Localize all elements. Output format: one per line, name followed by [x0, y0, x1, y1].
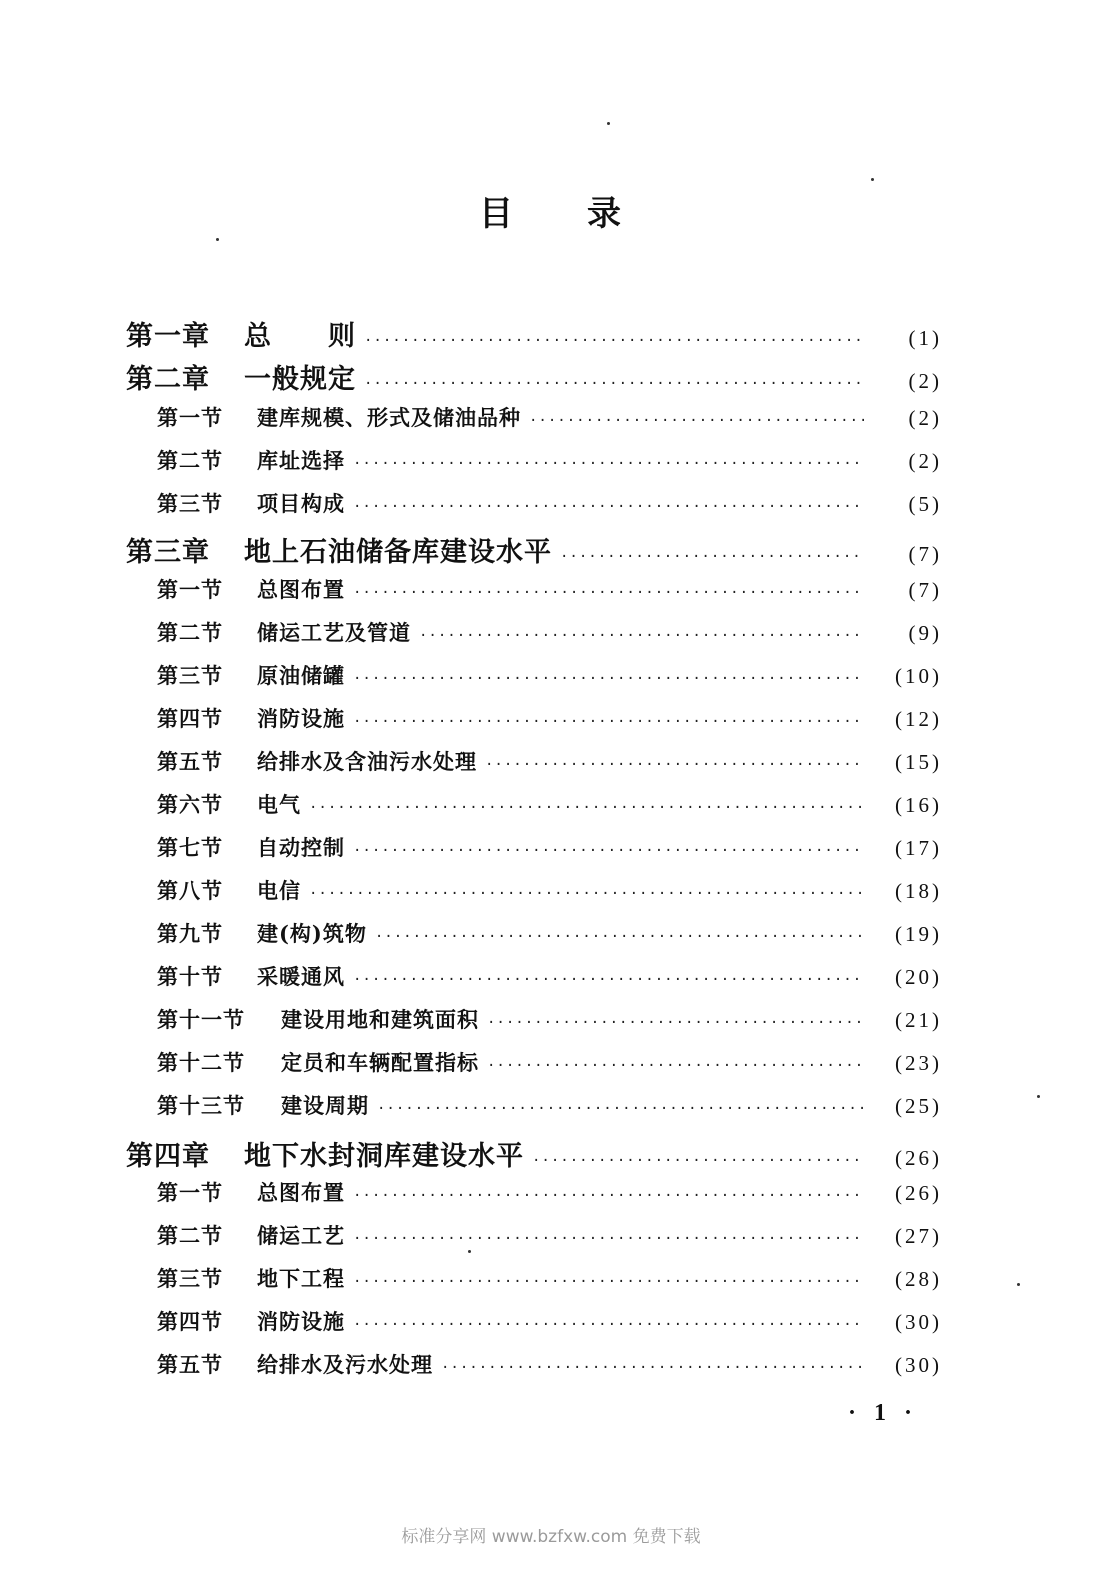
toc-section-entry — [157, 660, 942, 690]
toc-section-entry — [157, 402, 942, 432]
toc-leader-dots — [309, 886, 864, 902]
scan-speck — [216, 238, 219, 241]
toc-leader-dots — [364, 333, 864, 349]
toc-leader-dots — [353, 714, 864, 730]
toc-entry-number: 第四节 — [157, 706, 223, 731]
toc-section-entry — [157, 1047, 942, 1077]
toc-section-entry — [157, 1090, 942, 1120]
toc-entry-label: 项目构成 — [257, 491, 345, 516]
toc-entry-number: 第二节 — [157, 448, 223, 473]
toc-section-entry — [157, 789, 942, 819]
toc-leader-dots — [353, 972, 864, 988]
toc-leader-dots — [419, 628, 864, 644]
toc-entry-label: 总图布置 — [257, 577, 345, 602]
toc-entry-page: (21) — [895, 1008, 942, 1032]
toc-entry-label: 建设用地和建筑面积 — [281, 1007, 479, 1032]
toc-leader-dots — [529, 413, 864, 429]
toc-entry-number: 第三章 — [126, 537, 210, 568]
toc-chapter-entry — [126, 530, 942, 569]
toc-entry-page: (7) — [908, 578, 942, 602]
toc-entry-page: (15) — [895, 750, 942, 774]
toc-section-entry — [157, 746, 942, 776]
toc-leader-dots — [353, 843, 864, 859]
toc-section-entry — [157, 703, 942, 733]
toc-entry-page: (17) — [895, 836, 942, 860]
toc-chapter-entry — [126, 1134, 942, 1173]
toc-entry-label: 一般规定 — [244, 364, 356, 395]
toc-entry-page: (30) — [895, 1353, 942, 1377]
toc-section-entry — [157, 445, 942, 475]
toc-entry-page: (26) — [895, 1146, 942, 1170]
toc-leader-dots — [309, 800, 864, 816]
toc-section-entry — [157, 1349, 942, 1379]
toc-leader-dots — [353, 499, 864, 515]
toc-entry-label: 地下工程 — [257, 1266, 345, 1291]
toc-entry-label: 电信 — [257, 878, 301, 903]
toc-entry-number: 第三节 — [157, 491, 223, 516]
scan-speck — [468, 1250, 471, 1253]
toc-leader-dots — [487, 1058, 864, 1074]
toc-entry-page: (23) — [895, 1051, 942, 1075]
toc-entry-label: 电气 — [257, 792, 301, 817]
toc-entry-page: (30) — [895, 1310, 942, 1334]
toc-chapter-entry — [126, 314, 942, 353]
toc-leader-dots — [364, 376, 864, 392]
toc-entry-number: 第三节 — [157, 1266, 223, 1291]
toc-entry-page: (16) — [895, 793, 942, 817]
toc-entry-page: (10) — [895, 664, 942, 688]
toc-entry-number: 第二节 — [157, 620, 223, 645]
toc-entry-label: 总图布置 — [257, 1180, 345, 1205]
toc-entry-label: 储运工艺 — [257, 1223, 345, 1248]
scan-speck — [1017, 1283, 1020, 1286]
toc-leader-dots — [353, 1231, 864, 1247]
toc-leader-dots — [353, 1188, 864, 1204]
toc-entry-page: (27) — [895, 1224, 942, 1248]
toc-section-entry — [157, 617, 942, 647]
toc-entry-label: 原油储罐 — [257, 663, 345, 688]
toc-leader-dots — [353, 671, 864, 687]
toc-entry-number: 第五节 — [157, 749, 223, 774]
toc-entry-number: 第十二节 — [157, 1050, 245, 1075]
toc-entry-page: (20) — [895, 965, 942, 989]
toc-title-right: 录 — [587, 194, 623, 234]
toc-leader-dots — [375, 929, 864, 945]
toc-leader-dots — [353, 456, 864, 472]
toc-entry-number: 第八节 — [157, 878, 223, 903]
toc-leader-dots — [353, 1274, 864, 1290]
toc-entry-number: 第一节 — [157, 1180, 223, 1205]
toc-entry-number: 第二节 — [157, 1223, 223, 1248]
toc-entry-number: 第十三节 — [157, 1093, 245, 1118]
toc-section-entry — [157, 1004, 942, 1034]
toc-entry-label: 储运工艺及管道 — [257, 620, 411, 645]
toc-entry-number: 第四节 — [157, 1309, 223, 1334]
toc-title — [0, 186, 1102, 235]
toc-section-entry — [157, 1177, 942, 1207]
watermark: 标准分享网 www.bzfxw.com 免费下载 — [401, 1527, 701, 1547]
page-number: · 1 · — [848, 1400, 919, 1426]
toc-entry-label: 总 则 — [244, 321, 356, 352]
toc-entry-label: 给排水及含油污水处理 — [257, 749, 477, 774]
toc-section-entry — [157, 961, 942, 991]
toc-entry-label: 消防设施 — [257, 706, 345, 731]
toc-entry-page: (26) — [895, 1181, 942, 1205]
scan-speck — [607, 122, 610, 125]
toc-entry-number: 第十节 — [157, 964, 223, 989]
toc-entry-label: 地下水封洞库建设水平 — [244, 1141, 524, 1172]
toc-section-entry — [157, 1306, 942, 1336]
toc-entry-page: (9) — [908, 621, 942, 645]
toc-section-entry — [157, 1263, 942, 1293]
toc-section-entry — [157, 918, 942, 948]
toc-entry-label: 消防设施 — [257, 1309, 345, 1334]
toc-entry-label: 建库规模、形式及储油品种 — [257, 405, 521, 430]
toc-entry-number: 第二章 — [126, 364, 210, 395]
toc-entry-page: (12) — [895, 707, 942, 731]
toc-leader-dots — [441, 1360, 864, 1376]
toc-leader-dots — [353, 585, 864, 601]
toc-entry-page: (1) — [908, 326, 942, 350]
toc-entry-page: (25) — [895, 1094, 942, 1118]
toc-entry-page: (18) — [895, 879, 942, 903]
toc-chapter-entry — [126, 357, 942, 396]
toc-section-entry — [157, 832, 942, 862]
toc-entry-page: (28) — [895, 1267, 942, 1291]
toc-entry-page: (19) — [895, 922, 942, 946]
toc-entry-label: 自动控制 — [257, 835, 345, 860]
scan-speck — [871, 178, 874, 181]
toc-entry-label: 采暖通风 — [257, 964, 345, 989]
toc-entry-page: (7) — [908, 542, 942, 566]
toc-entry-label: 地上石油储备库建设水平 — [244, 537, 552, 568]
toc-section-entry — [157, 574, 942, 604]
toc-entry-page: (5) — [908, 492, 942, 516]
toc-entry-label: 库址选择 — [257, 448, 345, 473]
toc-entry-label: 建(构)筑物 — [257, 921, 367, 946]
toc-title-left: 目 — [479, 194, 515, 234]
toc-entry-number: 第七节 — [157, 835, 223, 860]
toc-leader-dots — [487, 1015, 864, 1031]
toc-entry-number: 第一节 — [157, 577, 223, 602]
toc-entry-number: 第一章 — [126, 321, 210, 352]
toc-entry-number: 第九节 — [157, 921, 223, 946]
toc-entry-number: 第六节 — [157, 792, 223, 817]
toc-entry-number: 第十一节 — [157, 1007, 245, 1032]
toc-entry-label: 定员和车辆配置指标 — [281, 1050, 479, 1075]
toc-leader-dots — [485, 757, 864, 773]
toc-entry-label: 建设周期 — [281, 1093, 369, 1118]
toc-entry-number: 第四章 — [126, 1141, 210, 1172]
toc-leader-dots — [353, 1317, 864, 1333]
toc-entry-number: 第三节 — [157, 663, 223, 688]
toc-leader-dots — [560, 549, 864, 565]
toc-entry-number: 第五节 — [157, 1352, 223, 1377]
toc-entry-page: (2) — [908, 449, 942, 473]
toc-entry-number: 第一节 — [157, 405, 223, 430]
toc-section-entry — [157, 488, 942, 518]
toc-leader-dots — [532, 1153, 864, 1169]
toc-section-entry — [157, 1220, 942, 1250]
toc-leader-dots — [377, 1101, 864, 1117]
scan-speck — [1037, 1095, 1040, 1098]
toc-entry-label: 给排水及污水处理 — [257, 1352, 433, 1377]
toc-entry-page: (2) — [908, 369, 942, 393]
toc-section-entry — [157, 875, 942, 905]
toc-entry-page: (2) — [908, 406, 942, 430]
